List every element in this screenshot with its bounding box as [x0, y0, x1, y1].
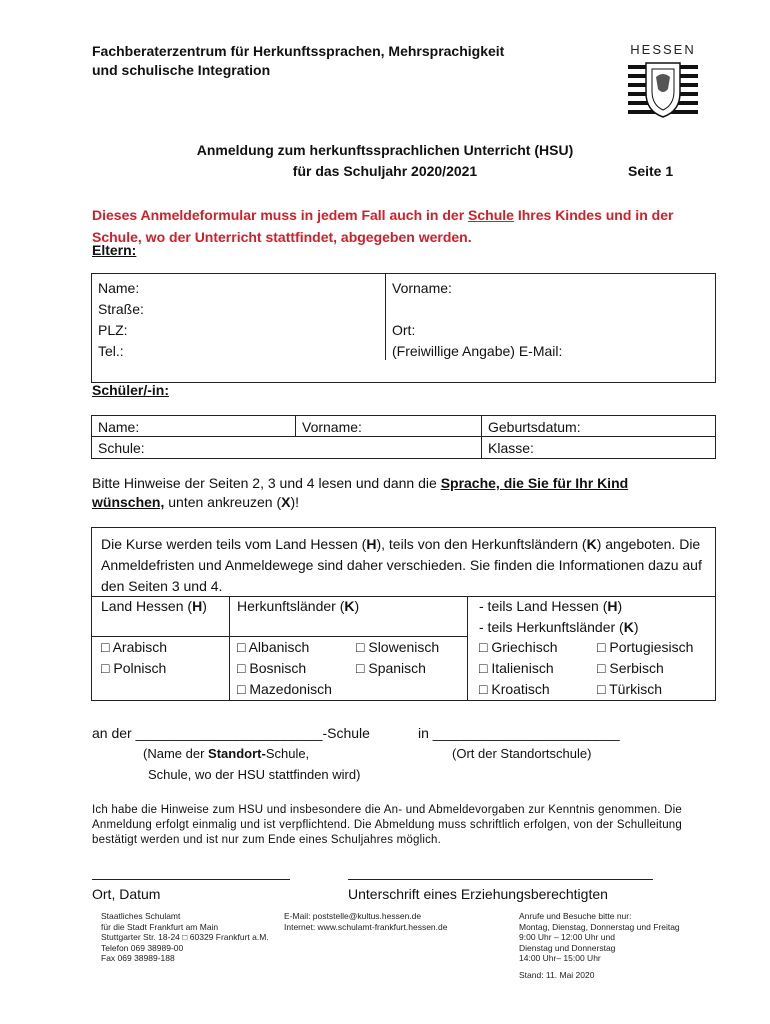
option-portugiesisch[interactable]	[597, 639, 693, 655]
option-label: Griechisch	[491, 639, 558, 655]
checkbox-icon[interactable]: □	[237, 681, 246, 697]
parents-name-label: Name:	[98, 280, 140, 296]
checkbox-icon[interactable]: □	[597, 660, 606, 676]
option-label: Serbisch	[609, 660, 664, 676]
school-location-note: (Ort der Standortschule)	[452, 746, 592, 761]
student-geburtsdatum-label: Geburtsdatum:	[488, 419, 581, 435]
school-name-note-2: Schule, wo der HSU stattfinden wird)	[148, 767, 361, 782]
form-subtitle: für das Schuljahr 2020/2021	[292, 163, 478, 179]
checkbox-icon[interactable]: □	[479, 639, 488, 655]
parents-strasse-label: Straße:	[98, 301, 144, 317]
option-albanisch[interactable]	[237, 639, 309, 655]
checkbox-icon[interactable]: □	[356, 639, 365, 655]
col3-head2-b: )	[633, 619, 639, 635]
footer-line: für die Stadt Frankfurt am Main	[101, 921, 219, 932]
notice-part-1: Dieses Anmeldeformular muss in jedem Fall auch in der	[92, 207, 469, 223]
footer-line: Stuttgarter Str. 18-24 □ 60329 Frankfurt a.M.	[101, 932, 269, 942]
option-label: Arabisch	[112, 639, 168, 655]
col2-head-b: )	[354, 598, 360, 614]
footer-contact	[284, 911, 447, 932]
place-date-label: Ort, Datum	[92, 886, 161, 902]
col1-head-h: H	[192, 598, 203, 614]
notice-text	[92, 204, 692, 248]
col2-head-k: K	[344, 598, 355, 614]
courses-table	[91, 527, 716, 701]
option-label: Slowenisch	[368, 639, 440, 655]
footer-line: Montag, Dienstag, Donnerstag und Freitag	[519, 921, 680, 932]
col-teils-heading-1	[479, 598, 622, 614]
option-label: Bosnisch	[249, 660, 307, 676]
school-location-field[interactable]: in ________________________	[418, 725, 620, 741]
option-italienisch[interactable]	[479, 660, 554, 676]
parents-ort-label: Ort:	[392, 322, 416, 338]
checkbox-icon[interactable]: □	[237, 639, 246, 655]
header-line-1: Fachberaterzentrum für Herkunftssprachen, Mehrsprachigkeit	[92, 43, 505, 59]
checkbox-icon[interactable]: □	[597, 639, 606, 655]
parents-plz-label: PLZ:	[98, 322, 128, 338]
notice-underlined: Schule	[468, 207, 514, 223]
page-number: Seite 1	[628, 163, 674, 179]
header-line-2: und schulische Integration	[92, 62, 271, 78]
student-name-label: Name:	[98, 419, 140, 435]
option-spanisch[interactable]	[356, 660, 426, 676]
col-herkunft-heading	[237, 598, 359, 614]
checkbox-icon[interactable]: □	[479, 681, 488, 697]
col-teils-heading-2	[479, 619, 639, 635]
option-serbisch[interactable]	[597, 660, 664, 676]
logo-text: HESSEN	[630, 42, 696, 57]
hessen-coat-of-arms-icon	[628, 59, 698, 119]
checkbox-icon[interactable]: □	[479, 660, 488, 676]
student-klasse-label: Klasse:	[488, 440, 534, 456]
option-bosnisch[interactable]	[237, 660, 306, 676]
courses-intro	[101, 534, 711, 597]
instruction-part-3: )!	[290, 494, 300, 510]
option-slowenisch[interactable]	[356, 639, 439, 655]
footer-line: 14:00 Uhr– 15:00 Uhr	[519, 953, 601, 963]
col3-head2-k: K	[623, 619, 634, 635]
col3-head1-a: - teils Land Hessen (	[479, 598, 608, 614]
student-schule-label: Schule:	[98, 440, 145, 456]
checkbox-icon[interactable]: □	[101, 639, 110, 655]
notice-part-2: Ihres Kindes und in der Schule, wo der Unterricht stattfindet, abgegeben werden.	[92, 207, 674, 245]
footer-line: Dienstag und Donnerstag	[519, 942, 616, 953]
instruction-x: X	[281, 494, 291, 510]
footer-line: Telefon 069 38989-00	[101, 942, 184, 953]
footer-email[interactable]: E-Mail: poststelle@kultus.hessen.de	[284, 911, 422, 921]
header-institution	[92, 42, 504, 80]
language-instruction	[92, 474, 692, 512]
footer-address	[101, 911, 269, 964]
checkbox-icon[interactable]: □	[101, 660, 110, 676]
parents-tel-label: Tel.:	[98, 343, 124, 359]
intro-c: ) angeboten. Die Anmeldefristen und Anmeldewege sind daher verschieden. Sie finden die Informationen dazu auf den Seiten 3 und 4.	[101, 536, 702, 594]
intro-k: K	[586, 536, 597, 552]
col3-head1-b: )	[617, 598, 623, 614]
note1-b: Standort-	[208, 746, 266, 761]
student-table	[91, 415, 716, 459]
option-label: Albanisch	[248, 639, 310, 655]
parents-email-label: (Freiwillige Angabe) E-Mail:	[392, 343, 563, 359]
school-name-field[interactable]: an der ________________________-Schule	[92, 725, 370, 741]
col-hessen-heading	[101, 598, 207, 614]
parents-vorname-label: Vorname:	[392, 280, 452, 296]
footer-website[interactable]: Internet: www.schulamt-frankfurt.hessen.de	[284, 921, 448, 932]
instruction-part-1: Bitte Hinweise der Seiten 2, 3 und 4 lesen und dann die	[92, 475, 441, 491]
checkbox-icon[interactable]: □	[356, 660, 365, 676]
footer-line: Anrufe und Besuche bitte nur:	[519, 911, 632, 921]
option-label: Portugiesisch	[609, 639, 694, 655]
option-label: Kroatisch	[491, 681, 550, 697]
signature-line[interactable]	[348, 879, 653, 880]
footer-line: Staatliches Schulamt	[101, 911, 181, 921]
footer-line: Fax 069 38989-188	[101, 953, 175, 963]
footer-line: 9:00 Uhr – 12:00 Uhr und	[519, 932, 615, 942]
option-griechisch[interactable]	[479, 639, 558, 655]
parents-table	[91, 273, 716, 383]
option-label: Türkisch	[609, 681, 663, 697]
instruction-part-2: unten ankreuzen (	[164, 494, 282, 510]
option-label: Polnisch	[113, 660, 167, 676]
school-name-note	[143, 746, 309, 761]
option-arabisch[interactable]	[101, 639, 167, 655]
option-label: Italienisch	[491, 660, 554, 676]
option-kroatisch[interactable]	[479, 681, 550, 697]
intro-a: Die Kurse werden teils vom Land Hessen (	[101, 536, 367, 552]
col3-head1-h: H	[607, 598, 618, 614]
col2-head-a: Herkunftsländer (	[237, 598, 345, 614]
signature-label: Unterschrift eines Erziehungsberechtigten	[348, 886, 608, 902]
intro-b: ), teils von den Herkunftsländern (	[376, 536, 587, 552]
note1-c: Schule,	[265, 746, 310, 761]
intro-h: H	[366, 536, 377, 552]
footer-stand: Stand: 11. Mai 2020	[519, 970, 595, 980]
col1-head-b: )	[202, 598, 207, 614]
option-label: Spanisch	[368, 660, 426, 676]
col3-head2-a: - teils Herkunftsländer (	[479, 619, 624, 635]
footer-hours	[519, 911, 680, 964]
checkbox-icon[interactable]: □	[597, 681, 606, 697]
declaration-text: Ich habe die Hinweise zum HSU und insbesondere die An- und Abmeldevorgaben zur Kenntnis genommen. Die Anmeldung erfolgt einmalig und ist verpflichtend. Die Abmeldung muss schriftlich erfolgen, von der Schulleitung bestätigt werden und ist nur zum Ende eines Schuljahres möglich.	[92, 804, 682, 846]
option-label: Mazedonisch	[249, 681, 332, 697]
option-tuerkisch[interactable]	[597, 681, 662, 697]
option-polnisch[interactable]	[101, 660, 166, 676]
form-title: Anmeldung zum herkunftssprachlichen Unterricht (HSU)	[196, 142, 574, 158]
instruction-emphasis: Sprache, die Sie für Ihr Kind wünschen,	[92, 475, 629, 510]
checkbox-icon[interactable]: □	[237, 660, 246, 676]
parents-heading: Eltern:	[92, 242, 137, 258]
col1-head-a: Land Hessen (	[101, 598, 193, 614]
note1-a: (Name der	[143, 746, 209, 761]
date-line[interactable]	[92, 879, 290, 880]
student-heading: Schüler/-in:	[92, 382, 170, 398]
student-vorname-label: Vorname:	[302, 419, 362, 435]
option-mazedonisch[interactable]	[237, 681, 332, 697]
hessen-logo	[628, 42, 698, 119]
